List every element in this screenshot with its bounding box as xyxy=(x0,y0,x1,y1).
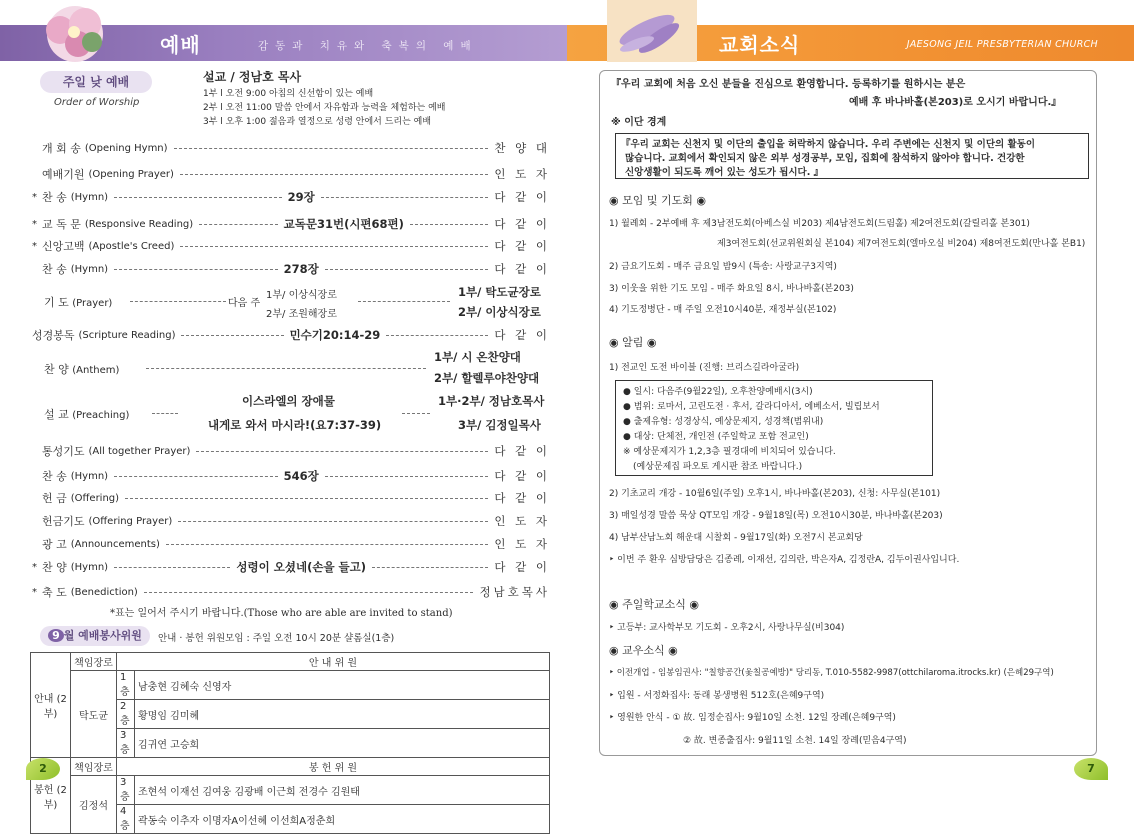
usher-title: 안 내 위 원 xyxy=(117,653,550,671)
worship-order-row xyxy=(32,164,550,184)
worship-order-row xyxy=(32,187,550,207)
preaching-title-2: 내게로 와서 마시라!(요7:37-39) xyxy=(208,418,382,432)
service-2: 2부 l 오전 11:00 말씀 안에서 자유함과 능력을 체험하는 예배 xyxy=(203,103,446,113)
prayer-dots-1 xyxy=(130,301,226,302)
order-item-eng: (Hymn) xyxy=(70,470,109,482)
order-item-leader: 인 도 자 xyxy=(494,167,550,181)
worship-order-row xyxy=(32,557,550,577)
offer-head-elder-label: 책임장로 xyxy=(71,758,117,776)
service-1: 1부 l 오전 9:00 아침의 신선함이 있는 예배 xyxy=(203,89,374,99)
heresy-line-3: 신앙생활이 되도록 깨어 있는 성도가 됩시다. 』 xyxy=(625,167,824,178)
prayer-next-label: 다음 주 xyxy=(228,298,261,309)
anthem-name: 찬 양 (Anthem) xyxy=(44,363,120,376)
order-item-name: 신앙고백 xyxy=(42,240,85,253)
offer-names-1: 조현석 이재선 김여웅 김광배 이근희 전경수 김원태 xyxy=(135,776,550,805)
order-item-detail: 278장 xyxy=(283,262,319,276)
service-3: 3부 l 오후 1:00 젊음과 열정으로 성령 안에서 드리는 예배 xyxy=(203,117,432,127)
order-item-detail: 교독문31번(시편68편) xyxy=(283,217,404,231)
worship-order-row xyxy=(32,236,550,256)
usher-floor-3: 3층 xyxy=(117,729,135,758)
order-item-leader: 다 같 이 xyxy=(494,190,550,204)
offer-group: 봉헌 (2부) xyxy=(31,758,71,834)
order-item-name: 찬 송 xyxy=(42,263,67,276)
order-item-leader: 다 같 이 xyxy=(494,217,550,231)
usher-elder: 탁도균 xyxy=(71,671,117,758)
worship-order-row xyxy=(32,488,550,508)
stand-marker: * xyxy=(32,240,37,252)
order-item-name: 개 회 송 xyxy=(42,142,81,155)
meeting-title: ◉ 모임 및 기도회 ◉ xyxy=(609,194,706,207)
order-item-leader: 정남호목사 xyxy=(479,585,550,599)
member-title: ◉ 교우소식 ◉ xyxy=(609,644,678,657)
order-item-leader: 다 같 이 xyxy=(494,560,551,574)
flower-decoration-icon xyxy=(30,0,120,62)
left-header-subtitle: 감동과 치유와 축복의 예배 xyxy=(258,40,478,52)
notice-item-5: ‣ 이번 주 환우 심방담당은 김종례, 이재선, 김의란, 박은자A, 김정란A, 김두이권사입니다. xyxy=(609,555,960,565)
order-item-name: 헌 금 xyxy=(42,492,67,505)
prayer-next-1: 1부/ 이상식장로 xyxy=(266,290,337,301)
offer-title: 봉 헌 위 원 xyxy=(117,758,550,776)
anthem-dots xyxy=(146,368,426,369)
welcome-line-1: 『우리 교회에 처음 오신 분들을 진심으로 환영합니다. 등록하기를 원하시는 분은 xyxy=(611,79,966,90)
preaching-dots-2 xyxy=(402,413,430,414)
notice-title: ◉ 알림 ◉ xyxy=(609,336,657,349)
order-item-eng: (Announcements) xyxy=(70,538,160,550)
order-item-eng: (Apostle's Creed) xyxy=(88,240,175,252)
order-item-name: 예배기원 xyxy=(42,168,85,181)
member-item-1: ‣ 이전개업 - 임봉임권사: "칠향공간(옻칠공예방)" 당리동, T.010-5582-9987(ottchilaroma.itrocks.kr) (은혜29구역) xyxy=(609,668,1054,678)
offer-elder: 김정석 xyxy=(71,776,117,834)
lavender-decoration-icon xyxy=(607,0,697,62)
order-item-leader: 다 같 이 xyxy=(494,491,550,505)
notice-item-1: 1) 전교인 도전 바이블 (진행: 브리스길라아굴라) xyxy=(609,363,800,373)
prayer-now-1: 1부/ 탁도균장로 xyxy=(458,285,541,299)
member-item-4: ② 故. 변종출집사: 9월11일 소천. 14일 장례(믿음4구역) xyxy=(683,736,907,746)
order-item-leader: 다 같 이 xyxy=(494,239,550,253)
reading-row: 성경봉독 (Scripture Reading) 민수기20:14-29 다 같 이 xyxy=(32,328,550,342)
worship-label: 주일 낮 예배 xyxy=(40,71,152,93)
usher-names-1: 남충현 김혜숙 신영자 xyxy=(135,671,550,700)
stand-note: *표는 일어서 주시기 바랍니다.(Those who are able are invited to stand) xyxy=(110,608,453,619)
left-header-title: 예배 xyxy=(160,33,201,57)
duty-note: 안내 · 봉헌 위원모임 : 주일 오전 10시 20분 샬롬실(1층) xyxy=(158,633,395,644)
offer-floor-1: 3층 xyxy=(117,776,135,805)
usher-floor-1: 1층 xyxy=(117,671,135,700)
anthem-line-2: 2부/ 할렐루야찬양대 xyxy=(434,371,540,385)
order-item-name: 통성기도 xyxy=(42,445,85,458)
order-item-leader: 찬 양 대 xyxy=(494,141,550,155)
worship-order-row xyxy=(32,138,550,158)
notice-item-2: 2) 기초교리 개강 - 10월6일(주일) 오후1시, 바나바홀(본203), 신청: 사무실(본101) xyxy=(609,489,941,499)
notice-detail-2: ● 범위: 로마서, 고린도전 · 후서, 갈라디아서, 에베소서, 빌립보서 xyxy=(623,402,880,412)
usher-names-2: 황명임 김미혜 xyxy=(135,700,550,729)
order-item-name: 축 도 xyxy=(42,586,67,599)
left-page xyxy=(0,0,567,832)
order-item-name: 광 고 xyxy=(42,538,67,551)
prayer-name: 기 도 (Prayer) xyxy=(44,296,113,309)
preaching-name: 설 교 (Preaching) xyxy=(44,408,130,421)
order-item-name: 헌금기도 xyxy=(42,515,85,528)
heresy-line-2: 많습니다. 교회에서 확인되지 않은 외부 성경공부, 모임, 집회에 참석하지 않아야 합니다. 건강한 xyxy=(625,153,1025,164)
meeting-item-2: 2) 금요기도회 - 매주 금요일 밤9시 (특송: 사랑교구3지역) xyxy=(609,262,837,272)
offer-names-2: 곽동숙 이추자 이명자A이선혜 이선희A정춘희 xyxy=(135,805,550,834)
notice-item-4: 4) 남부산남노회 해운대 시찰회 - 9월17일(화) 오전7시 본교회당 xyxy=(609,533,863,543)
offer-floor-2: 4층 xyxy=(117,805,135,834)
preaching-title-1: 이스라엘의 장애물 xyxy=(242,394,335,408)
stand-marker: * xyxy=(32,586,37,598)
preaching-who-1: 1부·2부/ 정남호목사 xyxy=(438,394,545,408)
meeting-item-4: 4) 기도정병단 - 매 주일 오전10시40분, 재정부실(본102) xyxy=(609,305,837,315)
order-item-eng: (Hymn) xyxy=(70,191,109,203)
order-item-leader: 인 도 자 xyxy=(494,514,550,528)
duty-table xyxy=(30,652,550,834)
order-item-eng: (Hymn) xyxy=(70,263,109,275)
welcome-line-2: 예배 후 바나바홀(본203)로 오시기 바랍니다.』 xyxy=(849,97,1062,108)
right-header-title: 교회소식 xyxy=(719,33,801,57)
duty-label: 9 월 예배봉사위원 xyxy=(40,626,150,646)
usher-floor-2: 2층 xyxy=(117,700,135,729)
anthem-line-1: 1부/ 시 온찬양대 xyxy=(434,350,521,364)
worship-order-row xyxy=(32,214,550,234)
worship-order-row xyxy=(32,511,550,531)
member-item-3: ‣ 영원한 안식 - ① 故. 임정순집사: 9월10일 소천. 12일 장례(은혜9구역) xyxy=(609,713,896,723)
order-item-name: 찬 양 xyxy=(42,561,67,574)
preaching-dots-1 xyxy=(152,413,178,414)
stand-marker: * xyxy=(32,218,37,230)
notice-detail-4: ● 대상: 단체전, 개인전 (주일학교 포함 전교인) xyxy=(623,432,809,442)
church-name: JAESONG JEIL PRESBYTERIAN CHURCH xyxy=(906,39,1098,50)
meeting-item-1b: 제3여전도회(선교위원회실 본104) 제7여전도회(엘마오실 비204) 제8여전도회(만나홀 본B1) xyxy=(717,239,1086,249)
order-item-name: 교 독 문 xyxy=(42,218,81,231)
order-item-eng: (Offering Prayer) xyxy=(88,515,173,527)
order-item-leader: 인 도 자 xyxy=(494,537,550,551)
order-item-eng: (Responsive Reading) xyxy=(84,218,194,230)
sunday-school-item: ‣ 고등부: 교사학부모 기도회 - 오후2시, 사랑나무실(비304) xyxy=(609,623,845,633)
notice-detail-5: ※ 예상문제지가 1,2,3층 필경대에 비치되어 있습니다. xyxy=(623,447,836,457)
order-item-detail: 546장 xyxy=(283,469,319,483)
order-item-eng: (Opening Hymn) xyxy=(84,142,168,154)
notice-item-3: 3) 매일성경 말씀 묵상 QT모임 개강 - 9월18일(목) 오전10시30분, 바나바홀(본203) xyxy=(609,511,943,521)
prayer-next-2: 2부/ 조원해장로 xyxy=(266,309,337,320)
worship-order-row xyxy=(32,259,550,279)
heresy-title: ※ 이단 경계 xyxy=(611,117,667,128)
order-item-eng: (Hymn) xyxy=(70,561,109,573)
worship-order-row xyxy=(32,466,550,486)
worship-order-row xyxy=(32,582,550,602)
order-item-eng: (Benediction) xyxy=(70,586,138,598)
usher-group: 안내 (2부) xyxy=(31,653,71,758)
order-item-detail: 성령이 오셨네(손을 들고) xyxy=(236,560,367,574)
order-item-leader: 다 같 이 xyxy=(494,469,550,483)
meeting-item-3: 3) 이웃을 위한 기도 모임 - 매주 화요일 8시, 바나바홀(본203) xyxy=(609,284,854,294)
left-page-number: 2 xyxy=(26,758,60,780)
stand-marker: * xyxy=(32,561,37,573)
worship-order-row xyxy=(32,441,550,461)
worship-order-row xyxy=(32,534,550,554)
notice-detail-1: ● 일시: 다음주(9월22일), 오후찬양예배시(3시) xyxy=(623,387,813,397)
order-item-detail: 29장 xyxy=(287,190,315,204)
notice-detail-6: (예상문제집 파오토 게시판 참조 바랍니다.) xyxy=(633,462,803,472)
meeting-item-1: 1) 월례회 - 2부예배 후 제3남전도회(아베스실 비203) 제4남전도회(드림홀) 제2여전도회(갈릴리홀 본301) xyxy=(609,219,1030,229)
notice-detail-3: ● 출제유형: 성경상식, 예상문제지, 성경책(범위내) xyxy=(623,417,824,427)
preaching-who-2: 3부/ 김정일목사 xyxy=(458,418,541,432)
order-item-name: 찬 송 xyxy=(42,191,67,204)
worship-label-en: Order of Worship xyxy=(54,97,140,108)
member-item-2: ‣ 입원 - 서정화집사: 동래 봉생병원 512호(은혜9구역) xyxy=(609,691,825,701)
order-item-leader: 다 같 이 xyxy=(494,444,550,458)
right-page-number: 7 xyxy=(1074,758,1108,780)
prayer-now-2: 2부/ 이상식장로 xyxy=(458,305,541,319)
order-item-eng: (Offering) xyxy=(70,492,120,504)
stand-marker: * xyxy=(32,191,37,203)
order-item-eng: (All together Prayer) xyxy=(88,445,191,457)
usher-names-3: 김귀연 고승희 xyxy=(135,729,550,758)
usher-head-elder-label: 책임장로 xyxy=(71,653,117,671)
right-page xyxy=(567,0,1134,789)
sermon-heading: 설교 / 정남호 목사 xyxy=(203,70,302,84)
sunday-school-title: ◉ 주일학교소식 ◉ xyxy=(609,598,699,611)
order-item-eng: (Opening Prayer) xyxy=(88,168,174,180)
order-item-name: 찬 송 xyxy=(42,470,67,483)
order-item-leader: 다 같 이 xyxy=(494,262,550,276)
prayer-dots-2 xyxy=(358,301,450,302)
heresy-line-1: 『우리 교회는 신천지 및 이단의 출입을 허락하지 않습니다. 우리 주변에는 신천지 및 이단의 활동이 xyxy=(621,139,1036,150)
